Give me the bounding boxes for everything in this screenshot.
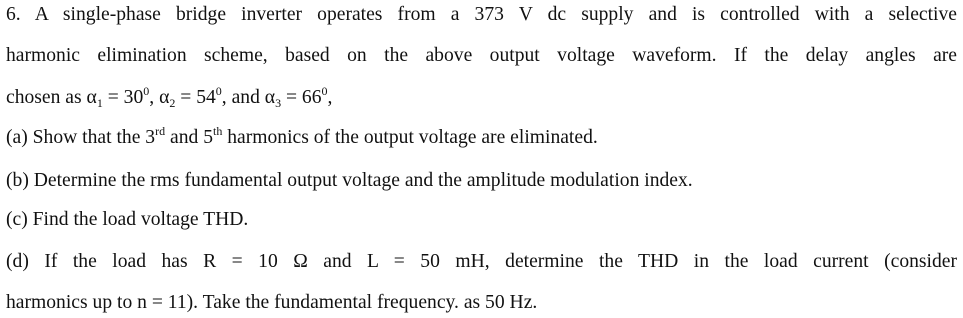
alpha-1-value: = 30 (102, 87, 144, 108)
alpha-1-subscript: 1 (96, 96, 103, 110)
delay-angles-prefix: chosen as (6, 87, 87, 108)
part-d-line-1: (d) If the load has R = 10 Ω and L = 50 mH, determine the THD in the load current (consider (6, 251, 957, 272)
part-a-mid: and 5 (165, 127, 213, 148)
alpha-3-value: = 66 (281, 87, 322, 108)
part-a-post: harmonics of the output voltage are eliminated. (222, 127, 598, 148)
delay-angles-line (6, 86, 332, 110)
alpha-2-symbol: α (159, 87, 170, 108)
alpha-3-degree: 0 (321, 84, 328, 98)
part-d-line-2: harmonics up to n = 11). Take the fundamental frequency. as 50 Hz. (6, 292, 538, 313)
alpha-3-symbol: α (264, 87, 276, 108)
alpha-2-degree: 0 (215, 84, 222, 98)
separator-1: , (149, 87, 160, 108)
line-end: , (327, 87, 333, 108)
part-a-sup-th: th (213, 124, 223, 138)
problem-intro-line-1: 6. A single-phase bridge inverter operates from a 373 V dc supply and is controlled with a selective (6, 4, 957, 25)
alpha-1-degree: 0 (143, 84, 150, 98)
separator-2: , and (221, 87, 265, 108)
part-c: (c) Find the load voltage THD. (6, 209, 249, 230)
part-b: (b) Determine the rms fundamental output voltage and the amplitude modulation index. (6, 170, 693, 191)
alpha-3-subscript: 3 (275, 96, 282, 110)
alpha-2-subscript: 2 (169, 96, 176, 110)
problem-intro-line-2: harmonic elimination scheme, based on the above output voltage waveform. If the delay angles are (6, 45, 957, 66)
part-a (6, 126, 598, 150)
alpha-2-value: = 54 (175, 87, 216, 108)
part-a-sup-rd: rd (155, 124, 166, 138)
alpha-1-symbol: α (86, 87, 97, 108)
part-a-pre: (a) Show that the 3 (6, 127, 156, 148)
